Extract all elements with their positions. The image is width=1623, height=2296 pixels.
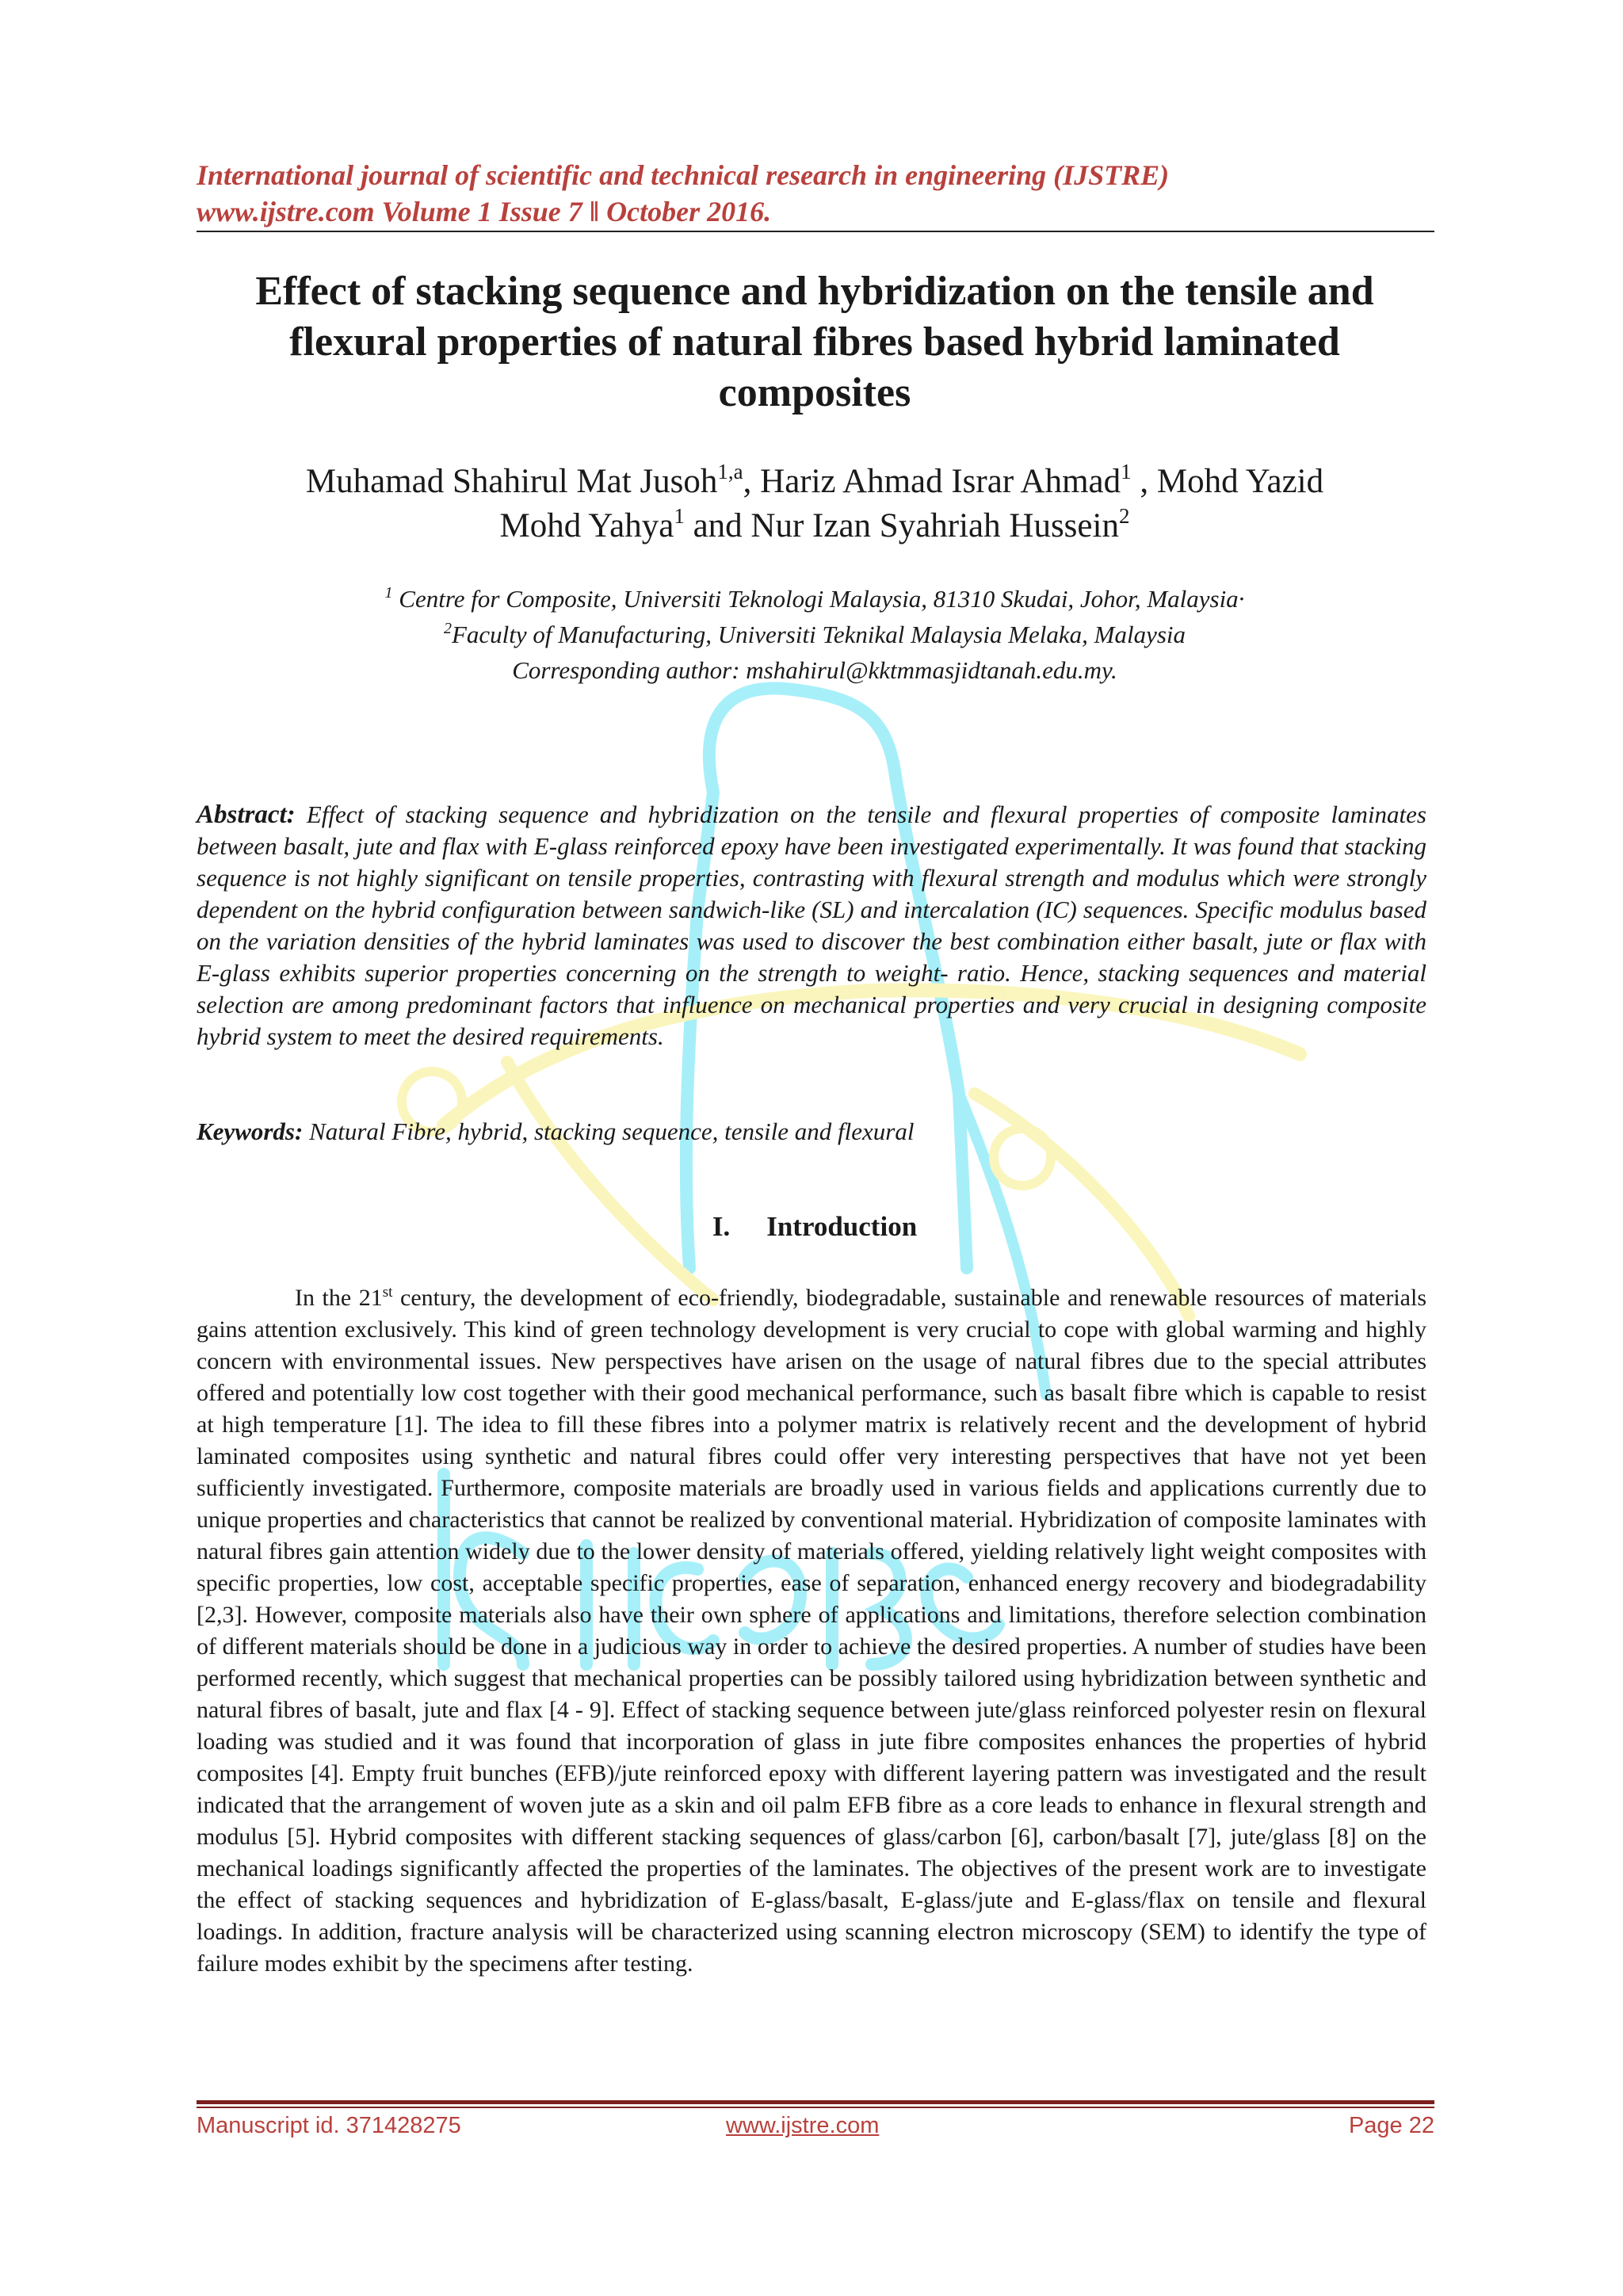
keywords-label: Keywords: [197, 1117, 304, 1145]
title-line-1: Effect of stacking sequence and hybridization on the tensile and [255, 269, 1374, 314]
author-list [197, 460, 1433, 548]
affiliation-1-mark: 1 [384, 584, 393, 602]
affiliations [197, 581, 1433, 688]
section-title: Introduction [766, 1211, 918, 1242]
author-4-affil-mark: 2 [1118, 504, 1130, 528]
author-1: Muhamad Shahirul Mat Jusoh [305, 463, 718, 500]
journal-header [197, 157, 1433, 230]
affiliation-1 [197, 581, 1433, 617]
corresponding-author: Corresponding author: mshahirul@kktmmasjidtanah.edu.my. [512, 656, 1117, 684]
paper-title [197, 266, 1433, 418]
journal-name: International journal of scientific and technical research in engineering (IJSTRE) [197, 159, 1170, 191]
affiliation-2-mark: 2 [443, 620, 452, 637]
title-line-2: flexural properties of natural fibres based hybrid laminated [289, 319, 1340, 365]
journal-website-link[interactable]: www.ijstre.com [726, 2113, 880, 2138]
author-3-last: Mohd Yahya [499, 507, 674, 544]
page-footer [197, 2113, 1434, 2148]
author-3-affil-mark: 1 [674, 504, 685, 528]
abstract-label: Abstract: [197, 800, 296, 829]
page-number: Page 22 [1348, 2113, 1434, 2138]
footer-divider-thin [197, 2107, 1434, 2108]
section-number: I. [712, 1211, 731, 1242]
affiliation-1-text: Centre for Composite, Universiti Teknologi Malaysia, 81310 Skudai, Johor, Malaysia· [392, 585, 1245, 613]
author-line-1 [197, 460, 1433, 504]
intro-text-rest: century, the development of eco-friendly, biodegradable, sustainable and renewable resources of materials gains attention exclusively. This kind of green technology development is very crucial to cope with global warming and highly concern with environmental issues. New perspectives have arisen on the usage of natural fibres due to the special attributes offered and potentially low cost together with their good mechanical performance, such as basalt fibre which is capable to resist at high temperature [1]. The idea to fill these fibres into a polymer matrix is relatively recent and the development of hybrid laminated composites using synthetic and natural fibres could offer very interesting perspectives that have not yet been sufficiently investigated. Furthermore, composite materials are broadly used in various fields and applications currently due to unique properties and characteristics that cannot be realized by conventional material. Hybridization of composite laminates with natural fibres gain attention widely due to the lower density of materials offered, yielding relatively light weight composites with specific properties, low cost, acceptable specific properties, ease of separation, enhanced energy recovery and biodegradability [2,3]. However, composite materials also have their own sphere of applications and limitations, therefore selection combination of different materials should be done in a judicious way in order to achieve the desired properties. A number of studies have been performed recently, which suggest that mechanical properties can be possibly tailored using hybridization between synthetic and natural fibres of basalt, jute and flax [4 - 9]. Effect of stacking sequence between jute/glass reinforced polyester resin on flexural loading was studied and it was found that incorporation of glass in jute fibre composites enhances the properties of hybrid composites [4]. Empty fruit bunches (EFB)/jute reinforced epoxy with different layering pattern was investigated and the result indicated that the arrangement of woven jute as a skin and oil palm EFB fibre as a core leads to enhance in flexural strength and modulus [5]. Hybrid composites with different stacking sequences of glass/carbon [6], carbon/basalt [7], jute/glass [8] on the mechanical loadings significantly affected the properties of the laminates. The objectives of the present work are to investigate the effect of stacking sequences and hybridization of E-glass/basalt, E-glass/jute and E-glass/flax on tensile and flexural loadings. In addition, fracture analysis will be characterized using scanning electron microscopy (SEM) to identify the type of failure modes exhibit by the specimens after testing. [197, 1285, 1427, 1977]
header-divider [197, 231, 1434, 232]
author-4: and Nur Izan Syahriah Hussein [684, 507, 1119, 544]
abstract-text: Effect of stacking sequence and hybridization on the tensile and flexural properties of composite laminates between basalt, jute and flax with E-glass reinforced epoxy have been investigated experimentally. It was found that stacking sequence is not highly significant on tensile properties, contrasting with flexural strength and modulus which were strongly dependent on the hybrid configuration between sandwich-like (SL) and intercalation (IC) sequences. Specific modulus based on the variation densities of the hybrid laminates was used to discover the best combination either basalt, jute or flax with E-glass exhibits superior properties concerning on the strength to weight- ratio. Hence, stacking sequences and material selection are among predominant factors that influence on mechanical properties and very crucial in designing composite hybrid system to meet the desired requirements. [197, 800, 1426, 1050]
author-line-2 [197, 504, 1433, 548]
author-2: , Hariz Ahmad Israr Ahmad [743, 463, 1121, 500]
footer-divider-thick [197, 2100, 1434, 2104]
author-1-affil-mark: 1,a [717, 460, 743, 483]
affiliation-2 [197, 617, 1433, 652]
abstract [197, 799, 1426, 1052]
keywords [197, 1116, 1426, 1148]
author-3-first: , Mohd Yazid [1131, 463, 1324, 500]
journal-issue-line: www.ijstre.com Volume 1 Issue 7 ǁ October 2016. [197, 196, 772, 227]
section-heading-introduction [197, 1209, 1433, 1244]
author-2-affil-mark: 1 [1121, 460, 1132, 483]
introduction-paragraph [197, 1282, 1426, 1980]
manuscript-id: Manuscript id. 371428275 [197, 2113, 461, 2138]
intro-ordinal-sup: st [382, 1284, 393, 1301]
title-line-3: composites [718, 370, 911, 415]
intro-text-start: In the 21 [295, 1285, 383, 1311]
keywords-text: Natural Fibre, hybrid, stacking sequence, tensile and flexural [303, 1117, 915, 1145]
affiliation-2-text: Faculty of Manufacturing, Universiti Teknikal Malaysia Melaka, Malaysia [451, 621, 1186, 648]
